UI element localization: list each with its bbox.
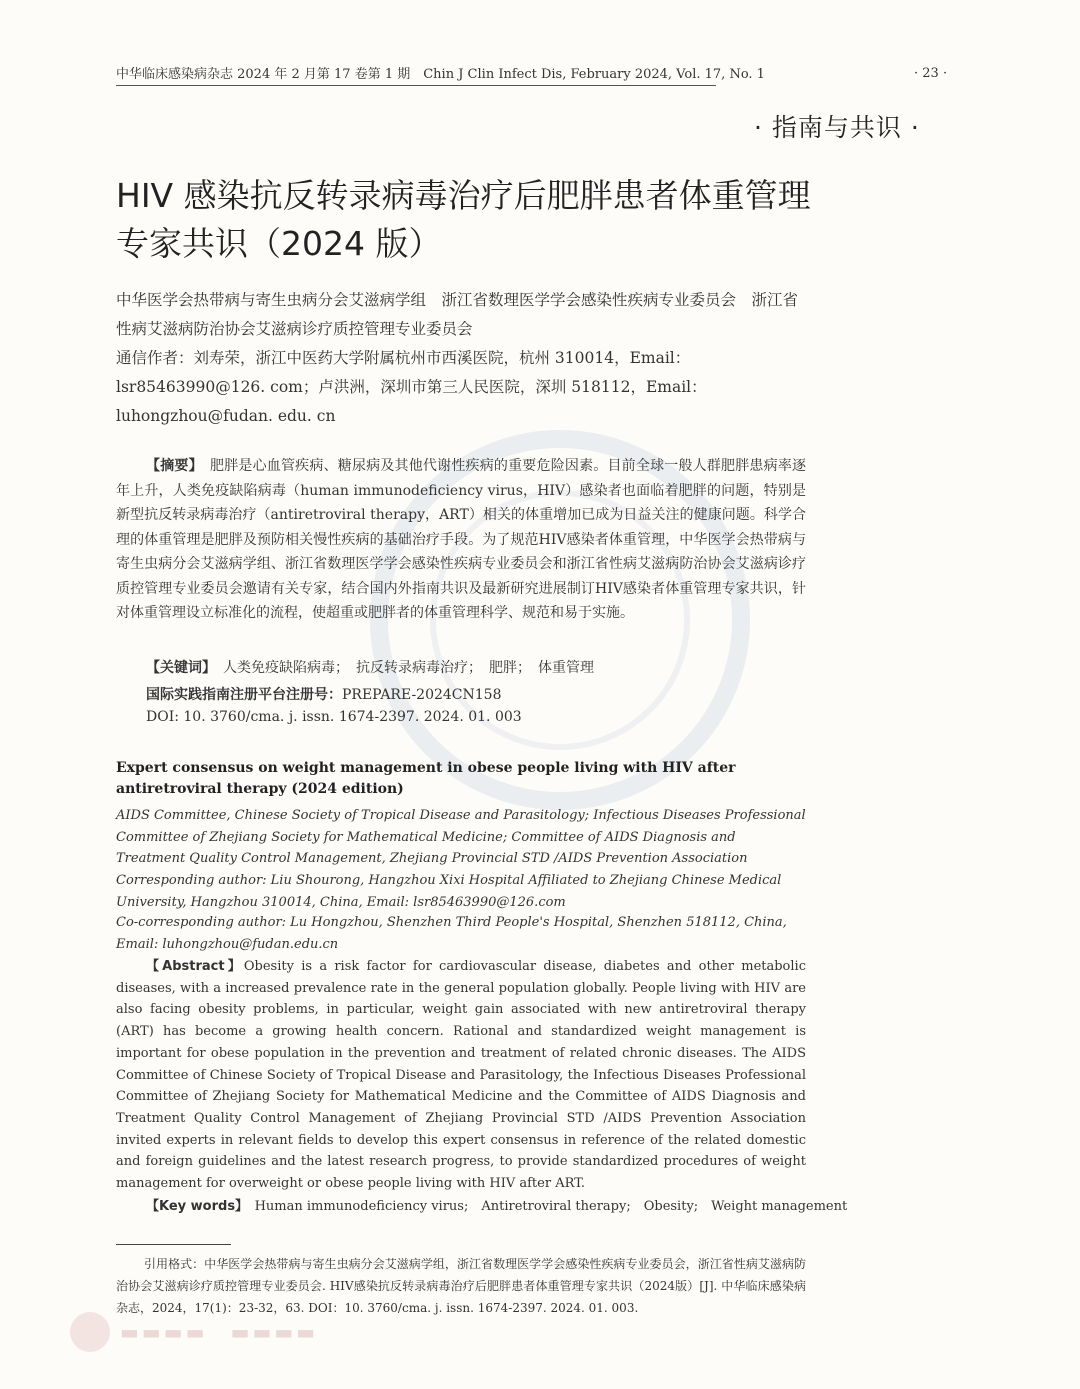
doi-line: DOI: 10. 3760/cma. j. issn. 1674-2397. 2024. 01. 003 (146, 709, 522, 725)
abstract-english-label: 【Abstract】 (146, 959, 244, 974)
keywords-english-text: Human immunodeficiency virus; Antiretroviral therapy; Obesity; Weight management (254, 1199, 848, 1214)
footnote-divider (116, 1244, 231, 1245)
citation-footnote: 引用格式：中华医学会热带病与寄生虫病分会艾滋病学组，浙江省数理医学学会感染性疾病专业委员会，浙江省性病艾滋病防治协会艾滋病诊疗质控管理专业委员会. HIV感染抗反转录病毒治疗后肥胖患者体重管理专家共识（2024版）[J]. 中华临床感染病杂志，2024，17(1)：23-32，63. DOI：10. 3760/cma. j. issn. 1674-2397. 2024. 01. 003. (116, 1257, 806, 1315)
section-label: · 指南与共识 · (754, 113, 920, 142)
page-number: · 23 · (914, 66, 948, 81)
keywords-chinese (146, 657, 594, 677)
registration-line (146, 684, 502, 704)
publisher-seal-icon (70, 1312, 110, 1352)
english-title: Expert consensus on weight management in obese people living with HIV after antiretroviral therapy (2024 edition) (116, 760, 736, 797)
abstract-chinese-label: 【摘要】 (146, 458, 196, 474)
keywords-english (146, 1195, 847, 1214)
keywords-chinese-label: 【关键词】 (146, 660, 209, 676)
abstract-chinese (116, 454, 806, 626)
article-title: HIV 感染抗反转录病毒治疗后肥胖患者体重管理专家共识（2024 版） (116, 176, 811, 263)
corresponding-author-chinese: 通信作者：刘寿荣，浙江中医药大学附属杭州市西溪医院，杭州 310014，Email：lsr85463990@126. com；卢洪洲，深圳市第三人民医院，深圳 518112，Email：luhongzhou@fudan. edu. cn (116, 349, 707, 425)
abstract-english (116, 956, 806, 1195)
keywords-english-label: 【Key words】 (146, 1199, 242, 1214)
authors-chinese: 中华医学会热带病与寄生虫病分会艾滋病学组 浙江省数理医学学会感染性疾病专业委员会 浙江省性病艾滋病防治协会艾滋病诊疗质控管理专业委员会 (116, 291, 799, 338)
registration-number: PREPARE-2024CN158 (342, 687, 502, 703)
publisher-logo-mark: ▬▬▬▬ ▬▬▬▬ (120, 1320, 319, 1344)
abstract-english-text: Obesity is a risk factor for cardiovascular disease, diabetes and other metabolic diseases, with a increased prevalence rate in the general population globally. People living with HIV are also facing obesity problems, in particular, weight gain associated with new antiretroviral therapy (ART) has become a growing health concern. Rational and standardized weight management is important for obese population in the prevention and treatment of related chronic diseases. The AIDS Committee of Chinese Society of Tropical Disease and Parasitology, the Infectious Diseases Professional Committee of Zhejiang Society for Mathematical Medicine and the Committee of AIDS Diagnosis and Treatment Quality Control Management of Zhejiang Provincial STD /AIDS Prevention Association invited experts in relevant fields to develop this expert consensus in reference of the related domestic and foreign guidelines and the latest research progress, to provide standardized procedures of weight management for overweight or obese people living with HIV after ART. (116, 959, 806, 1192)
keywords-chinese-text: 人类免疫缺陷病毒； 抗反转录病毒治疗； 肥胖； 体重管理 (223, 660, 594, 676)
journal-running-head: 中华临床感染病杂志 2024 年 2 月第 17 卷第 1 期 Chin J Clin Infect Dis, February 2024, Vol. 17, No. 1 (116, 63, 716, 86)
registration-label: 国际实践指南注册平台注册号： (146, 687, 342, 703)
abstract-chinese-text: 肥胖是心血管疾病、糖尿病及其他代谢性疾病的重要危险因素。目前全球一般人群肥胖患病率逐年上升，人类免疫缺陷病毒（human immunodeficiency virus，HIV）感染者也面临着肥胖的问题，特别是新型抗反转录病毒治疗（antiretroviral therapy，ART）相关的体重增加已成为日益关注的健康问题。科学合理的体重管理是肥胖及预防相关慢性疾病的基础治疗手段。为了规范HIV感染者体重管理，中华医学会热带病与寄生虫病分会艾滋病学组、浙江省数理医学学会感染性疾病专业委员会和浙江省性病艾滋病防治协会艾滋病诊疗质控管理专业委员会邀请有关专家，结合国内外指南共识及最新研究进展制订HIV感染者体重管理专家共识，针对体重管理设立标准化的流程，使超重或肥胖者的体重管理科学、规范和易于实施。 (116, 458, 807, 621)
english-corresponding-author: Corresponding author: Liu Shourong, Hangzhou Xixi Hospital Affiliated to Zhejiang Chinese Medical University, Hangzhou 310014, China, Email: lsr85463990@126.com (116, 873, 782, 910)
english-co-corresponding-author: Co-corresponding author: Lu Hongzhou, Shenzhen Third People's Hospital, Shenzhen 518112, China, Email: luhongzhou@fudan.edu.cn (116, 915, 787, 952)
english-authors: AIDS Committee, Chinese Society of Tropical Disease and Parasitology; Infectious Diseases Professional Committee of Zhejiang Society for Mathematical Medicine; Committee of AIDS Diagnosis and Treatment Quality Control Management, Zhejiang Provincial STD /AIDS Prevention Association (116, 808, 806, 866)
publisher-logo-watermark (70, 1306, 490, 1356)
